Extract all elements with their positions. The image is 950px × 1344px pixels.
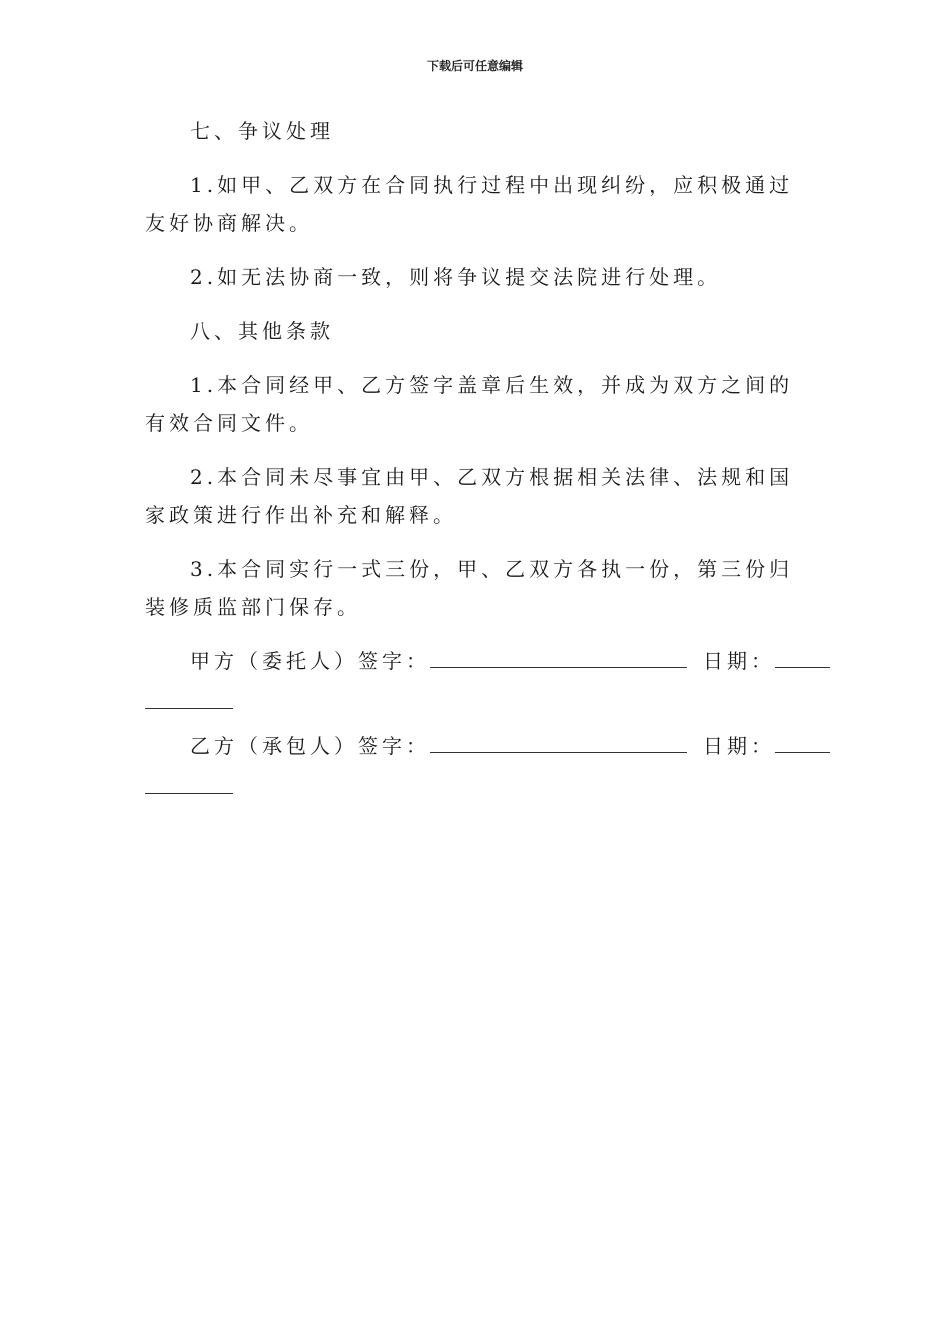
party-a-date-line[interactable] — [775, 645, 830, 668]
party-b-signature-line[interactable] — [430, 730, 687, 753]
party-b-signature-label: 乙方（承包人）签字： — [190, 734, 430, 758]
party-b-date-line[interactable] — [775, 730, 830, 753]
party-b-date-line-continued[interactable] — [145, 773, 233, 794]
section-7-item-2: 2.如无法协商一致，则将争议提交法院进行处理。 — [190, 265, 722, 289]
section-8-title: 八、其他条款 — [190, 319, 334, 343]
section-8-item-2: 2.本合同未尽事宜由甲、乙双方根据相关法律、法规和国家政策进行作出补充和解释。 — [145, 465, 794, 527]
section-8-item-1: 1.本合同经甲、乙方签字盖章后生效，并成为双方之间的有效合同文件。 — [145, 373, 794, 435]
section-7-item-1: 1.如甲、乙双方在合同执行过程中出现纠纷，应积极通过友好协商解决。 — [145, 173, 794, 235]
party-b-date-label: 日期： — [703, 734, 775, 758]
party-a-date-line-continued[interactable] — [145, 688, 233, 709]
document-body — [145, 112, 805, 812]
party-a-date-label: 日期： — [703, 649, 775, 673]
party-a-signature-block — [145, 642, 805, 709]
party-a-signature-line[interactable] — [430, 645, 687, 668]
party-a-signature-label: 甲方（委托人）签字： — [190, 649, 430, 673]
section-8-item-3: 3.本合同实行一式三份，甲、乙双方各执一份，第三份归装修质监部门保存。 — [145, 557, 794, 619]
page-header-note: 下载后可任意编辑 — [426, 59, 523, 73]
section-7-title: 七、争议处理 — [190, 119, 334, 143]
party-b-signature-block — [145, 727, 805, 794]
